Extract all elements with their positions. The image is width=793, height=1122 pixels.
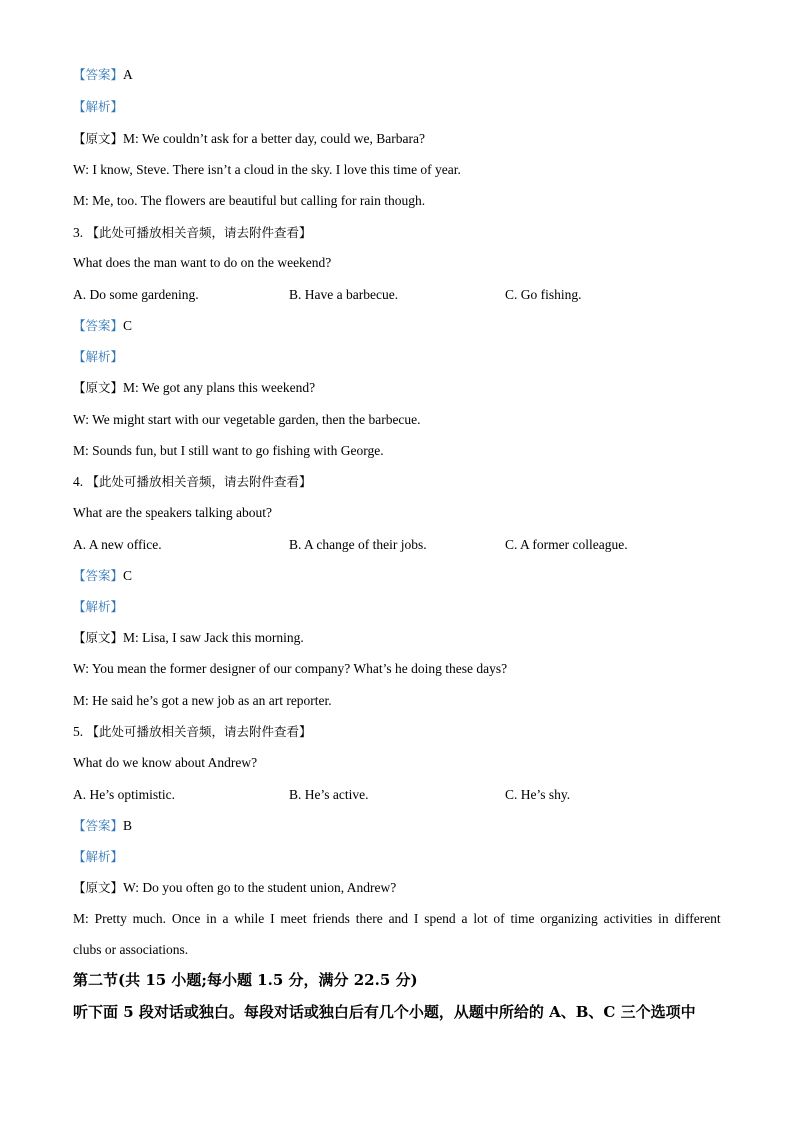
- answer-line: 【答案】B: [73, 818, 133, 833]
- section-instruction: 听下面 5 段对话或独白。每段对话或独白后有几个小题，从题中所给的 A、B、C 三个选项中: [73, 1003, 696, 1021]
- answer-line: 【答案】A: [73, 67, 133, 82]
- question-text: What do we know about Andrew?: [73, 755, 258, 770]
- word: Pretty: [94, 911, 127, 926]
- word: M:: [73, 911, 89, 926]
- word: a: [222, 911, 229, 926]
- analysis-tag: 【解析】: [73, 99, 124, 114]
- word: in: [206, 911, 217, 926]
- transcript-line: W: I know, Steve. There isn’t a cloud in the sky. I love this time of year.: [73, 162, 461, 177]
- option-c: C. Go fishing.: [505, 287, 582, 302]
- transcript-line: 【原文】M: We couldn’t ask for a better day, could we, Barbara?: [73, 131, 425, 146]
- word: spend: [424, 911, 456, 926]
- transcript-line: M: He said he’s got a new job as an art reporter.: [73, 693, 332, 708]
- option-b: B. Have a barbecue.: [289, 287, 399, 302]
- transcript-line: M: Sounds fun, but I still want to go fishing with George.: [73, 443, 384, 458]
- word: while: [234, 911, 265, 926]
- word: friends: [312, 911, 350, 926]
- question-text: What does the man want to do on the weekend?: [73, 255, 332, 270]
- transcript-line: W: We might start with our vegetable garden, then the barbecue.: [73, 412, 421, 427]
- answer-line: 【答案】C: [73, 568, 133, 583]
- word: in: [658, 911, 669, 926]
- transcript-line: M: Me, too. The flowers are beautiful but calling for rain though.: [73, 193, 426, 208]
- word: meet: [280, 911, 307, 926]
- option-b: B. He’s active.: [289, 787, 369, 802]
- option-c: C. A former colleague.: [505, 537, 628, 552]
- transcript-line: 【原文】M: We got any plans this weekend?: [73, 380, 316, 395]
- word: a: [461, 911, 468, 926]
- word: of: [493, 911, 505, 926]
- word: activities: [603, 911, 653, 926]
- word: there: [355, 911, 383, 926]
- word: lot: [473, 911, 488, 926]
- question-audio-line: 5. 【此处可播放相关音频，请去附件查看】: [73, 724, 312, 739]
- option-a: A. Do some gardening.: [73, 287, 199, 302]
- question-text: What are the speakers talking about?: [73, 505, 273, 520]
- option-a: A. He’s optimistic.: [73, 787, 175, 802]
- word: I: [270, 911, 275, 926]
- transcript-line: 【原文】W: Do you often go to the student union, Andrew?: [73, 880, 397, 895]
- word: organizing: [540, 911, 598, 926]
- option-a: A. A new office.: [73, 537, 162, 552]
- question-audio-line: 3. 【此处可播放相关音频，请去附件查看】: [73, 225, 312, 240]
- word: much.: [132, 911, 167, 926]
- analysis-tag: 【解析】: [73, 349, 124, 364]
- transcript-line: 【原文】M: Lisa, I saw Jack this morning.: [73, 630, 304, 645]
- word: different: [674, 911, 721, 926]
- transcript-line: clubs or associations.: [73, 942, 189, 957]
- word: and: [388, 911, 409, 926]
- analysis-tag: 【解析】: [73, 849, 124, 864]
- option-b: B. A change of their jobs.: [289, 537, 427, 552]
- question-audio-line: 4. 【此处可播放相关音频，请去附件查看】: [73, 474, 312, 489]
- transcript-line: W: You mean the former designer of our company? What’s he doing these days?: [73, 661, 508, 676]
- option-c: C. He’s shy.: [505, 787, 571, 802]
- analysis-tag: 【解析】: [73, 599, 124, 614]
- word: I: [413, 911, 419, 926]
- section-heading: 第二节(共 15 小题;每小题 1.5 分，满分 22.5 分): [73, 971, 418, 989]
- word: time: [510, 911, 535, 926]
- transcript-line: [73, 910, 721, 928]
- answer-line: 【答案】C: [73, 318, 133, 333]
- word: Once: [171, 911, 201, 926]
